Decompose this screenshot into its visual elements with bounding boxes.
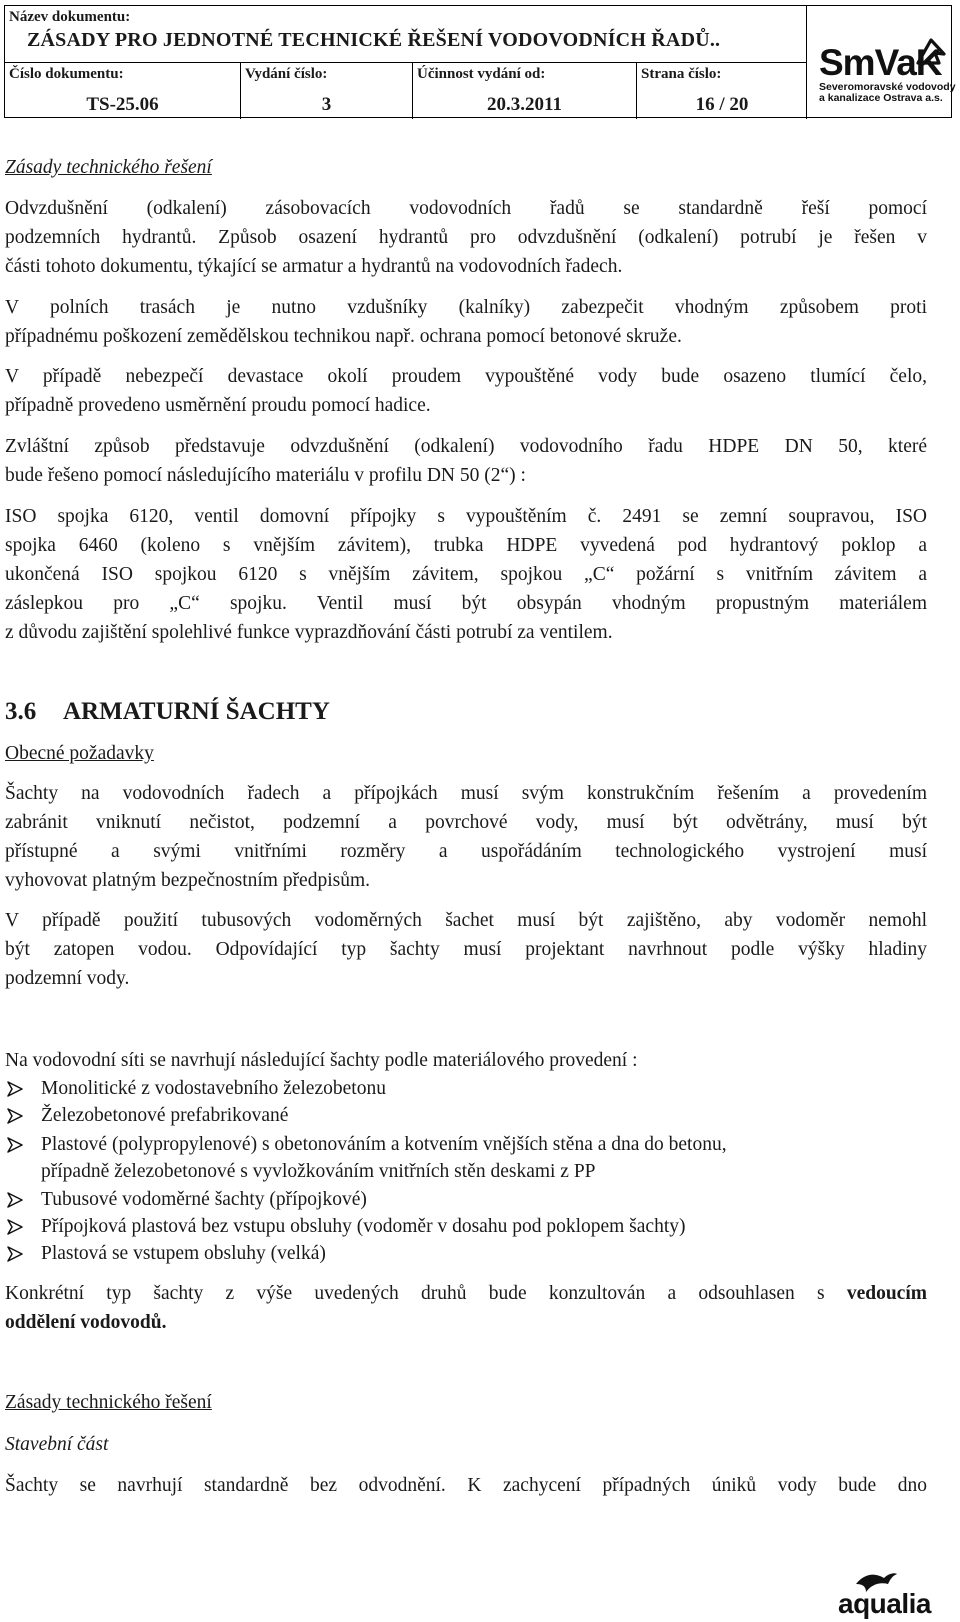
text-line [5,1279,927,1308]
bold-text: oddělení vodovodů. [5,1312,167,1333]
text-line: být zatopen vodou. Odpovídající typ šachty musí projektant navrhnout podle výšky hladiny [5,939,927,960]
text-line: V případě použití tubusových vodoměrných šachet musí být zajištěno, aby vodoměr nemohl [5,910,927,931]
list-intro: Na vodovodní síti se navrhují následující šachty podle materiálového provedení : [5,1050,638,1071]
text-line: případně provedeno usměrnění proudu pomocí hadice. [5,395,431,416]
list-item-text: Plastová se vstupem obsluhy (velká) [41,1243,326,1264]
edition-label: Vydání číslo: [245,66,328,82]
doc-number-cell [5,63,241,119]
smvak-logo [807,6,956,119]
arrow-bullet-icon [5,1213,25,1240]
text-line: ISO spojka 6120, ventil domovní přípojky s vypouštěním č. 2491 se zemní soupravou, ISO [5,506,927,527]
paragraph [5,362,927,420]
text-line: části tohoto dokumentu, týkající se armatur a hydrantů na vodovodních řadech. [5,256,623,277]
text-line: spojka 6460 (koleno s vnějším závitem), trubka HDPE vyvedená pod hydrantový poklop a [5,535,927,556]
text-line: V polních trasách je nutno vzdušníky (kalníky) zabezpečit vhodným způsobem proti [5,297,927,318]
text-line: bude řešeno pomocí následujícího materiálu v profilu DN 50 (2“) : [5,465,526,486]
doc-number-label: Číslo dokumentu: [9,66,124,82]
effective-date: 20.3.2011 [487,94,562,115]
list-item-text: Železobetonové prefabrikované [41,1105,289,1126]
arrow-bullet-icon [5,1075,25,1102]
text-line: Odvzdušnění (odkalení) zásobovacích vodovodních řadů se standardně řeší pomocí [5,198,927,219]
text-line: záslepkou pro „C“ spojku. Ventil musí být obsypán vhodným propustným materiálem [5,593,927,614]
logo-subtitle-line: a kanalizace Ostrava a.s. [819,92,943,104]
page-label: Strana číslo: [641,66,722,82]
text-span: Konkrétní typ šachty z výše uvedených druhů bude konzultován a odsouhlasen s [5,1283,847,1304]
section-title [5,698,330,726]
text-line [5,1308,927,1337]
text-line: V případě nebezpečí devastace okolí proudem vypouštěné vody bude osazeno tlumící čelo, [5,366,927,387]
section-heading: Zásady technického řešení [5,157,212,178]
arrow-bullet-icon [5,1131,25,1158]
paragraph [5,432,927,490]
list-item-text: Monolitické z vodostavebního železobetonu [41,1078,386,1099]
list-item-text: Tubusové vodoměrné šachty (přípojkové) [41,1189,367,1210]
document-header [4,5,956,118]
paragraph [5,906,927,993]
logo-subtitle-line: Severomoravské vodovody [819,81,956,93]
paragraph [5,1279,927,1337]
paragraph [5,502,927,647]
section-number: 3.6 [5,698,37,725]
paragraph [5,779,927,895]
doc-name-label: Název dokumentu: [9,9,131,25]
page-cell [637,63,807,119]
aqualia-text: aqualia [838,1588,931,1619]
paragraph [5,1471,927,1500]
text-line: podzemní vody. [5,968,130,989]
text-line: zabránit vniknutí nečistot, podzemní a povrchové vody, musí být odvětrány, musí být [5,812,927,833]
list-item-text: Přípojková plastová bez vstupu obsluhy (vodoměr v dosahu pod poklopem šachty) [41,1216,686,1237]
text-line: Šachty se navrhují standardně bez odvodnění. K zachycení případných úniků vody bude dno [5,1475,927,1496]
text-line: podzemních hydrantů. Způsob osazení hydrantů pro odvzdušnění (odkalení) potrubí je řešen v [5,227,927,248]
aqualia-logo [828,1570,956,1620]
bold-text: vedoucím [846,1283,927,1304]
list-item-text: Plastové (polypropylenové) s obetonováním a kotvením vnějších stěna a dna do betonu, [41,1134,727,1155]
logo-text: SmVaK [819,42,942,83]
subheading: Stavební část [5,1434,109,1455]
effective-cell [413,63,637,119]
logo-subtitle [819,82,956,104]
text-line: případnému poškození zemědělskou technikou např. ochrana pomocí betonové skruže. [5,326,682,347]
doc-number: TS-25.06 [86,94,159,115]
arrow-bullet-icon [5,1186,25,1213]
effective-label: Účinnost vydání od: [417,66,546,82]
text-line: Zvláštní způsob představuje odvzdušnění (odkalení) vodovodního řadu HDPE DN 50, které [5,436,927,457]
section-title-text: ARMATURNÍ ŠACHTY [63,698,330,725]
page-number: 16 / 20 [695,94,749,115]
text-line: ukončená ISO spojkou 6120 s vnějším závitem, spojkou „C“ požární s vnitřním závitem a [5,564,927,585]
text-line: Šachty na vodovodních řadech a přípojkách musí svým konstrukčním řešením a provedením [5,783,927,804]
header-title-row [5,6,807,63]
text-line: přístupné a svými vnitřními rozměry a uspořádáním technologického vystrojení musí [5,841,927,862]
edition-number: 3 [321,94,332,115]
doc-title: ZÁSADY PRO JEDNOTNÉ TECHNICKÉ ŘEŠENÍ VODOVODNÍCH ŘADŮ.. [27,29,721,51]
arrow-bullet-icon [5,1240,25,1267]
header-info-row [5,63,807,119]
section-heading: Zásady technického řešení [5,1392,212,1413]
list-item-text: případně železobetonové s vyvložkováním vnitřních stěn deskami z PP [41,1161,596,1182]
paragraph [5,194,927,281]
arrow-bullet-icon [5,1102,25,1129]
edition-cell [241,63,413,119]
subheading: Obecné požadavky [5,743,154,764]
text-line: z důvodu zajištění spolehlivé funkce vyprazdňování části potrubí za ventilem. [5,622,613,643]
paragraph [5,293,927,351]
text-line: vyhovovat platným bezpečnostním předpisům. [5,870,371,891]
